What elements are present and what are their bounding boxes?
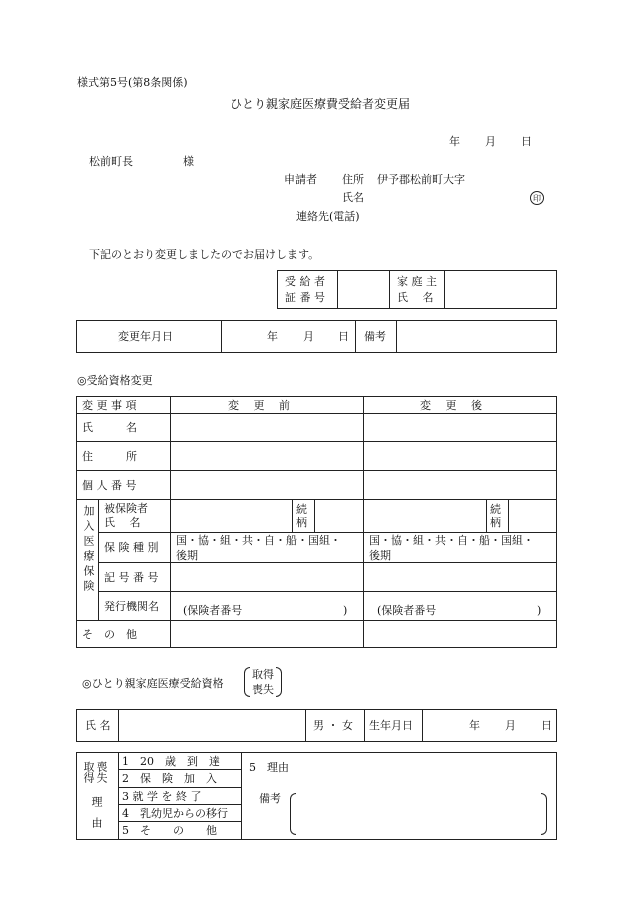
addressee-suffix: 様 [183,155,194,168]
reason-item-5: 5 そ の 他 [122,824,217,837]
reason-item-1: 1 20 歳 到 達 [122,755,220,768]
status-name-label: 氏 名 [85,719,111,732]
section-title-status: ◎ひとり親家庭医療受給資格 [82,677,224,690]
form-title: ひとり親家庭医療費受給者変更届 [230,97,411,111]
intro-text: 下記のとおり変更しましたのでお届けします。 [89,248,320,261]
date-month-label: 月 [485,135,496,148]
date-year-label: 年 [449,135,460,148]
reason-remarks-label: 備考 [259,792,281,805]
applicant-label: 申請者 [284,173,317,186]
insurance-type-options-before: 国・協・組・共・自・船・国組・ [176,534,341,547]
addressee: 松前町長 [89,155,133,168]
insurance-type-label: 保 険 種 別 [104,541,159,554]
remarks-left-bracket-icon [290,793,296,835]
row-name: 氏 名 [82,421,137,434]
insurance-group-label: 加入医療保険 [82,505,95,595]
remarks-right-bracket-icon [541,793,547,835]
label-reason-vertical: 理由 [90,796,103,838]
birth-date-label: 生年月日 [369,719,413,732]
left-brace-icon [244,667,250,697]
reason-5-label: 5 理由 [249,761,289,774]
option-lose: 喪失 [252,683,274,696]
name-label: 氏名 [342,191,364,204]
right-brace-icon [276,667,282,697]
address-label: 住所 [342,173,364,186]
section-title-change: ◎受給資格変更 [77,374,153,387]
reason-item-3: 3 就 学 を 終 了 [122,790,202,803]
address-value: 伊予郡松前町大字 [377,173,465,186]
remarks-label: 備考 [364,330,386,343]
insurance-type-options-after: 国・協・組・共・自・船・国組・ [369,534,534,547]
relationship-label-after: 続柄 [490,503,501,529]
recipient-number-label: 受 給 者 [285,275,325,288]
label-lose-vertical: 喪失 [95,761,108,783]
contact-label: 連絡先(電話) [296,210,360,223]
row-address: 住 所 [82,450,137,463]
col-header-before: 変 更 前 [228,399,290,412]
insured-person-label: 被保険者 [104,502,148,515]
form-number: 様式第5号(第8条関係) [77,76,188,89]
relationship-label-before: 続柄 [296,503,307,529]
reason-item-2: 2 保 険 加 入 [122,772,217,785]
label-acquire-vertical: 取得 [82,761,95,783]
date-day-label: 日 [521,135,532,148]
change-date-label: 変更年月日 [118,330,173,343]
row-personal-number: 個 人 番 号 [82,479,137,492]
symbol-number-label: 記 号 番 号 [104,571,159,584]
option-acquire: 取得 [252,668,274,681]
household-head-label: 家 庭 主 [397,275,437,288]
col-header-after: 変 更 後 [420,399,482,412]
insurer-number-after: (保険者番号 [377,604,437,617]
issuer-name-label: 発行機関名 [104,600,159,613]
row-other: そ の 他 [82,628,137,641]
seal-icon: 印 [530,191,544,205]
gender-options: 男 ・ 女 [313,719,353,732]
reason-item-4: 4 乳幼児からの移行 [122,807,228,820]
insurer-number-before: (保険者番号 [183,604,243,617]
col-header-item: 変 更 事 項 [82,399,137,412]
